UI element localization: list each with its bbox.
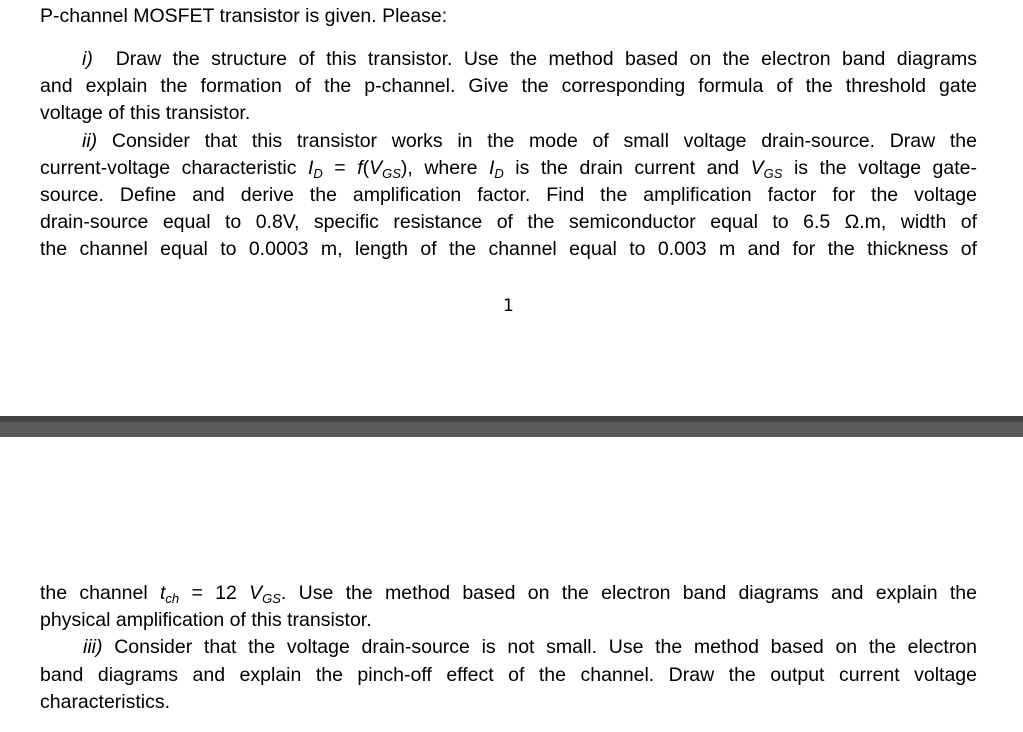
item-ii-line-5: the channel equal to 0.0003 m, length of the channel equal to 0.003 m and for the thickness of — [40, 238, 977, 261]
item-ii-line-4: drain-source equal to 0.8V, specific resistance of the semiconductor equal to 6.5 Ω.m, width of — [40, 211, 977, 234]
item-i-line-3: voltage of this transistor. — [40, 102, 251, 125]
item-ii-marker: ii) — [82, 129, 98, 152]
item-ii-line-1: ii) Consider that this transistor works in the mode of small voltage drain-source. Draw the — [82, 129, 978, 152]
continuation-line-1: the channel $t_{ch} = 12$ $V_{GS}$. Use the method based on the electron band diagrams and explain the — [40, 582, 977, 606]
item-iii-line-2: band diagrams and explain the pinch-off effect of the channel. Draw the output current voltage — [40, 663, 977, 686]
item-i-line-2: and explain the formation of the p-channel. Give the corresponding formula of the threshold gate — [40, 75, 977, 98]
document-page-2 — [0, 437, 1023, 732]
continuation-line-2: physical amplification of this transistor. — [40, 609, 372, 632]
page-number: 1 — [503, 296, 514, 316]
item-i-line-1: i) Draw the structure of this transistor. Use the method based on the electron band diagrams — [82, 48, 977, 70]
item-i-marker: i) — [82, 48, 93, 70]
page-separator — [0, 416, 1023, 437]
problem-heading: P-channel MOSFET transistor is given. Please: — [40, 5, 448, 27]
item-i — [40, 46, 977, 128]
item-ii-line-2: current-voltage characteristic $I_D = f(V_{GS})$, where $I_D$ is the drain current and $V_{GS}$ is the voltage gate- — [40, 156, 977, 181]
item-ii-continuation — [40, 580, 977, 634]
item-ii-line-3: source. Define and derive the amplification factor. Find the amplification factor for the voltage — [40, 183, 977, 206]
item-iii — [40, 634, 977, 716]
item-iii-marker: iii) — [83, 636, 103, 659]
item-iii-line-1: iii) Consider that the voltage drain-source is not small. Use the method based on the electron — [83, 636, 978, 659]
item-ii — [40, 128, 977, 264]
item-iii-line-3: characteristics. — [40, 690, 171, 713]
